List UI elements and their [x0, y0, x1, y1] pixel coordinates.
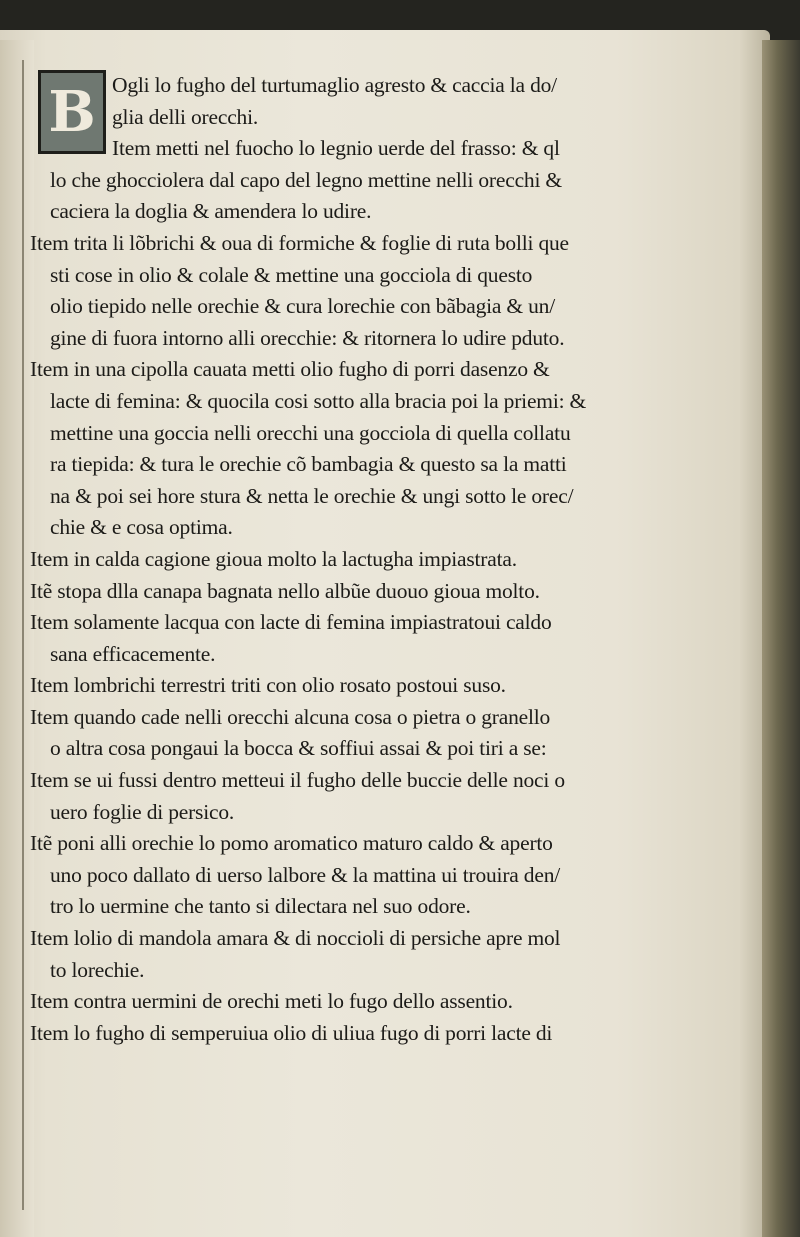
- text-line: uno poco dallato di uerso lalbore & la mattina ui trouira den/: [50, 862, 561, 887]
- text-line: tro lo uermine che tanto si dilectara nel suo odore.: [50, 894, 471, 919]
- page-edge-shadow: [762, 40, 800, 1237]
- text-line: na & poi sei hore stura & netta le orechie & ungi sotto le orec/: [50, 483, 574, 508]
- text-line: lo che ghocciolera dal capo del legno mettine nelli orecchi &: [50, 167, 562, 192]
- text-line: Item in una cipolla cauata metti olio fugho di porri dasenzo &: [30, 357, 550, 382]
- text-line: Itẽ poni alli orechie lo pomo aromatico maturo caldo & aperto: [30, 831, 553, 856]
- text-line: Item se ui fussi dentro metteui il fugho delle buccie delle noci o: [30, 768, 565, 793]
- text-line: caciera la doglia & amendera lo udire.: [50, 199, 372, 224]
- text-line: Itẽ stopa dlla canapa bagnata nello albũe duouo gioua molto.: [30, 578, 540, 603]
- text-line: mettine una goccia nelli orecchi una gocciola di quella collatu: [50, 420, 571, 445]
- text-line: glia delli orecchi.: [112, 104, 259, 129]
- text-line: Item metti nel fuocho lo legnio uerde del frasso: & ql: [112, 136, 560, 161]
- text-line: o altra cosa pongaui la bocca & soffiui assai & poi tiri a se:: [50, 736, 547, 761]
- margin-rule: [22, 60, 24, 1210]
- text-line: Item contra uermini de orechi meti lo fugo dello assentio.: [30, 989, 513, 1014]
- text-block: [30, 70, 720, 1049]
- text-line: uero foglie di persico.: [50, 799, 235, 824]
- text-line: Item solamente lacqua con lacte di femina impiastratoui caldo: [30, 610, 552, 635]
- text-line: Ogli lo fugho del turtumaglio agresto & caccia la do/: [112, 73, 557, 97]
- text-line: Item lo fugho di semperuiua olio di uliua fugo di porri lacte di: [30, 1020, 553, 1045]
- text-line: ra tiepida: & tura le orechie cõ bambagia & questo sa la matti: [50, 452, 567, 477]
- decorated-initial-letter: B: [38, 70, 106, 154]
- text-line: Item trita li lõbrichi & oua di formiche & foglie di ruta bolli que: [30, 230, 569, 255]
- text-line: olio tiepido nelle orechie & cura lorechie con bãbagia & un/: [50, 294, 555, 319]
- text-line: sana efficacemente.: [50, 641, 216, 666]
- text-line: Item lombrichi terrestri triti con olio rosato postoui suso.: [30, 673, 506, 698]
- text-line: gine di fuora intorno alli orecchie: & ritornera lo udire pduto.: [50, 325, 565, 350]
- text-line: to lorechie.: [50, 957, 145, 982]
- page-gutter: [0, 40, 34, 1237]
- text-line: Item lolio di mandola amara & di noccioli di persiche apre mol: [30, 926, 561, 951]
- text-line: sti cose in olio & colale & mettine una gocciola di questo: [50, 262, 533, 287]
- text-line: Item quando cade nelli orecchi alcuna cosa o pietra o granello: [30, 704, 551, 729]
- text-line: lacte di femina: & quocila cosi sotto alla bracia poi la priemi: &: [50, 388, 587, 413]
- text-line: Item in calda cagione gioua molto la lactugha impiastrata.: [30, 546, 517, 571]
- text-line: chie & e cosa optima.: [50, 515, 233, 540]
